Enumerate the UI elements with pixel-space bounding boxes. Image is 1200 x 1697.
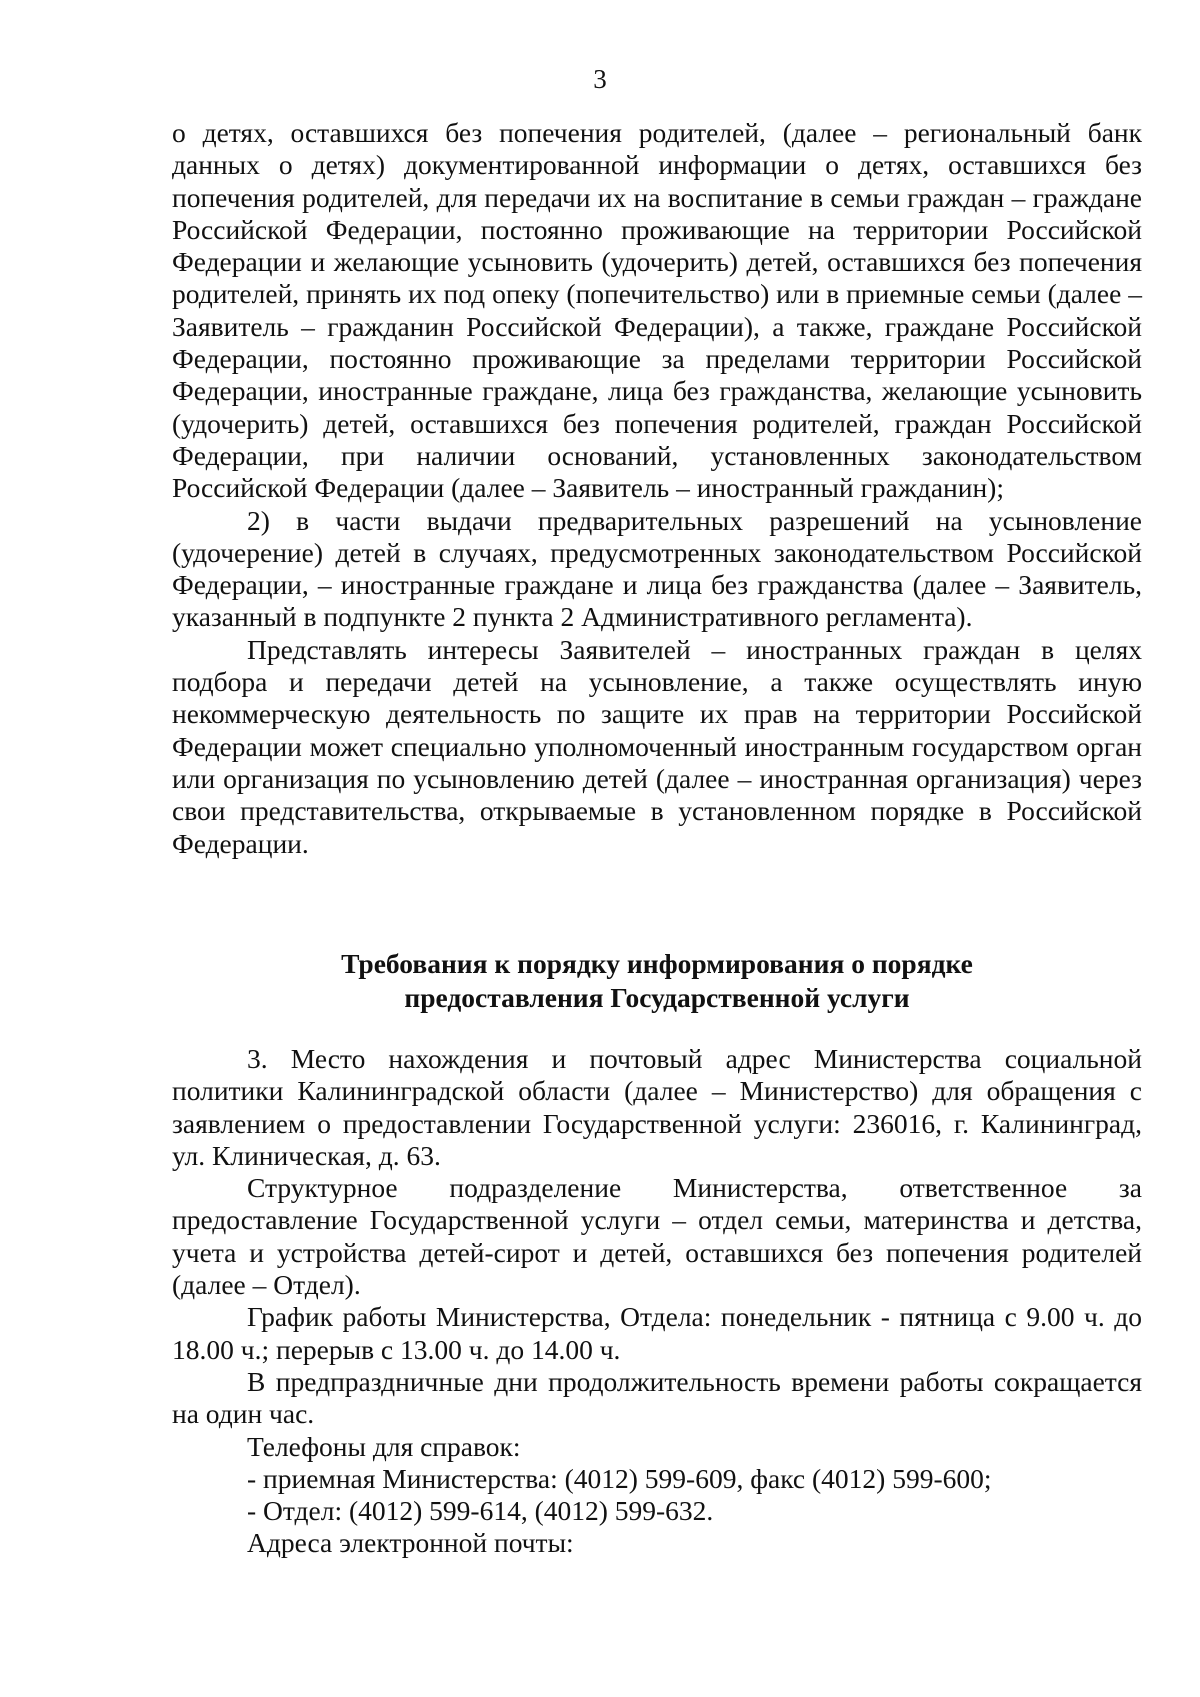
paragraph-department: Структурное подразделение Министерства, ответственное за предоставление Государственной услуги – отдел семьи, материнства и детства, учета и устройства детей-сирот и детей, оставшихся без попечения родителей (далее – Отдел). [172,1172,1142,1301]
document-body-bottom [172,1043,1142,1560]
paragraph-phone-reception: - приемная Министерства: (4012) 599-609, факс (4012) 599-600; [247,1462,992,1494]
paragraph-phone-department: - Отдел: (4012) 599-614, (4012) 599-632. [247,1495,714,1527]
section-heading-line-2: предоставления Государственной услуги [404,982,910,1013]
paragraph-email-heading: Адреса электронной почты: [247,1527,574,1559]
page-number: 3 [593,64,607,94]
paragraph-holiday-hours: В предпраздничные дни продолжительность времени работы сокращается на один час. [172,1365,1142,1430]
paragraph-working-hours: График работы Министерства, Отдела: понедельник - пятница с 9.00 ч. до 18.00 ч.; перерыв с 13.00 ч. до 14.00 ч. [172,1301,1142,1365]
section-heading [172,947,1142,1015]
paragraph-phones-heading: Телефоны для справок: [247,1430,521,1462]
paragraph-continuation: о детях, оставшихся без попечения родителей, (далее – региональный банк данных о детях) документированной информации о детях, оставшихся без попечения родителей, для передачи их на воспитание в семьи граждан – граждане Российской Федерации, постоянно проживающие на территории Российской Федерации и желающие усыновить (удочерить) детей, оставшихся без попечения родителей, принять их под опеку (попечительство) или в приемные семьи (далее – Заявитель – гражданин Российской Федерации), а также, граждане Российской Федерации, постоянно проживающие за пределами территории Российской Федерации, иностранные граждане, лица без гражданства, желающие усыновить (удочерить) детей, оставшихся без попечения родителей, граждан Российской Федерации, при наличии оснований, установленных законодательством Российской Федерации (далее – Заявитель – иностранный гражданин); [172,117,1142,504]
paragraph-foreign-organization: Представлять интересы Заявителей – иностранных граждан в целях подбора и передачи детей на усыновление, а также осуществлять иную некоммерческую деятельность по защите их прав на территории Российской Федерации может специально уполномоченный иностранным государством орган или организация по усыновлению детей (далее – иностранная организация) через свои представительства, открываемые в установленном порядке в Российской Федерации. [172,633,1142,859]
paragraph-subitem-2: 2) в части выдачи предварительных разрешений на усыновление (удочерение) детей в случаях, предусмотренных законодательством Российской Федерации, – иностранные граждане и лица без гражданства (далее – Заявитель, указанный в подпункте 2 пункта 2 Административного регламента). [172,504,1142,633]
document-body-top [172,117,1142,860]
section-heading-line-1: Требования к порядку информирования о порядке [341,948,973,979]
paragraph-ministry-address: 3. Место нахождения и почтовый адрес Министерства социальной политики Калининградской области (далее – Министерство) для обращения с заявлением о предоставлении Государственной услуги: 236016, г. Калининград, ул. Клиническая, д. 63. [172,1043,1142,1171]
